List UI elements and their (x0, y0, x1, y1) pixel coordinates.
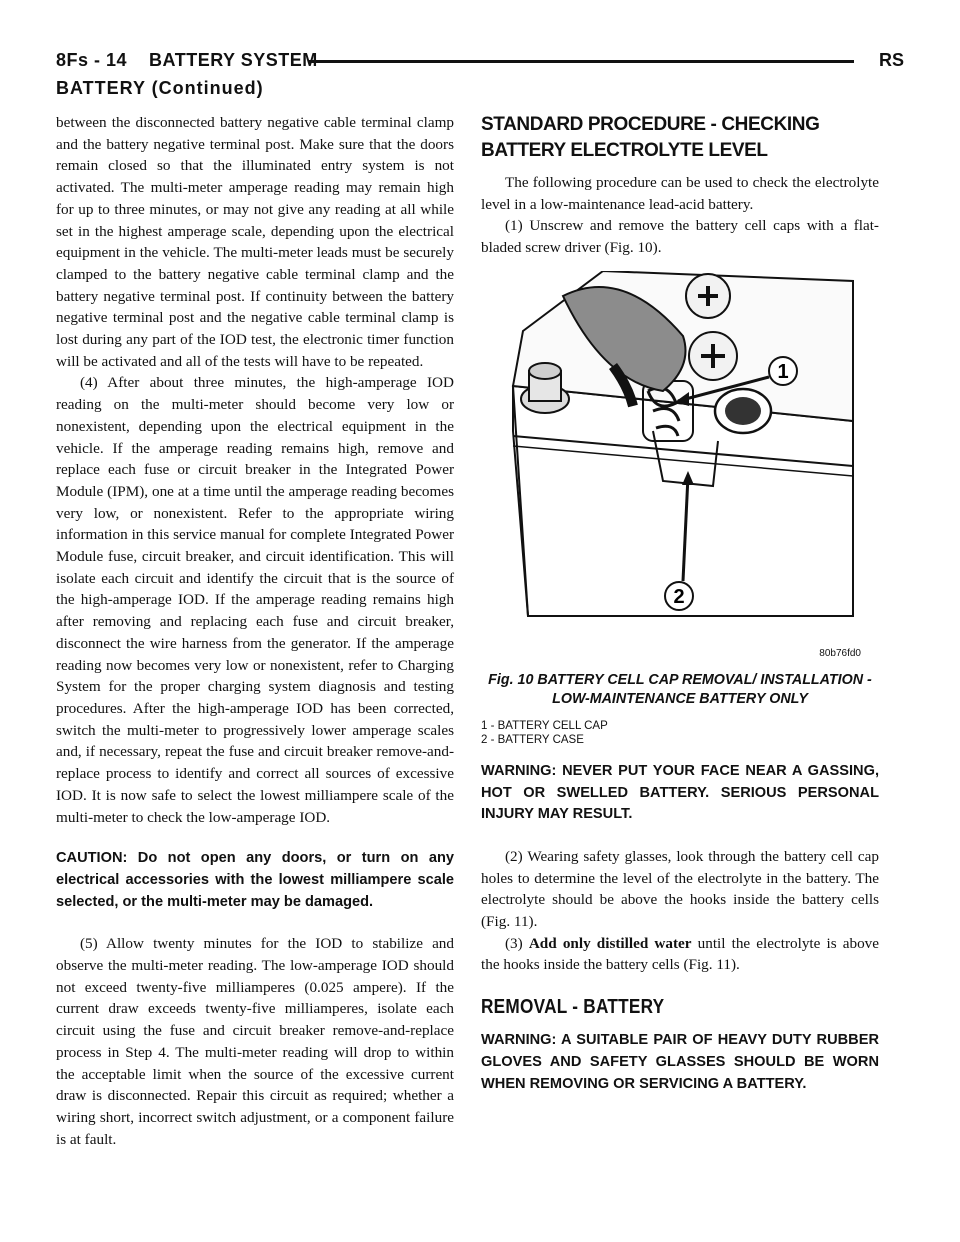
right-column (481, 112, 879, 1095)
header-model-code: RS (878, 50, 904, 70)
battery-illustration (503, 271, 863, 661)
paragraph-step-3 (481, 933, 879, 976)
figure-id: 80b76fd0 (819, 647, 861, 659)
figure-legend (481, 719, 879, 747)
paragraph-procedure-intro: The following procedure can be used to check the electrolyte level in a low-maintenance lead-acid battery. (481, 174, 879, 213)
paragraph-iod-continued: between the disconnected battery negative cable terminal clamp and the battery negative terminal post. Make sure that the doors remain closed so that the illuminated entry system is not activated. The multi-meter amperage reading may remain high for up to three minutes, or may not give any reading at all while set in the highest amperage scale, depending upon the electrical equipment in the vehicle. The multi-meter leads must be securely clamped to the battery negative cable terminal clamp and the battery negative terminal post. If continuity between the battery negative terminal post and the negative cable terminal clamp is lost during any part of the IOD test, the electronic timer function will be activated and all of the tests will have to be repeated. (56, 114, 454, 370)
step-3-number: (3) (505, 934, 523, 952)
callout-2: 2 (673, 585, 685, 608)
left-column (56, 112, 454, 1150)
figure-caption: Fig. 10 BATTERY CELL CAP REMOVAL/ INSTALLATION - LOW-MAINTENANCE BATTERY ONLY (488, 671, 872, 707)
continued-heading: BATTERY (Continued) (56, 78, 264, 98)
header-section-title: 8Fs - 14 BATTERY SYSTEM (56, 50, 318, 70)
paragraph-step-1: (1) Unscrew and remove the battery cell caps with a flat-bladed screw driver (Fig. 10). (481, 217, 879, 257)
warning-rubber-gloves: WARNING: A SUITABLE PAIR OF HEAVY DUTY RUBBER GLOVES AND SAFETY GLASSES SHOULD BE WORN WHEN REMOVING OR SERVICING A BATTERY. (481, 1032, 879, 1092)
callout-1: 1 (777, 360, 789, 383)
heading-checking-electrolyte: STANDARD PROCEDURE - CHECKING BATTERY ELECTROLYTE LEVEL (481, 114, 820, 161)
heading-removal-battery: REMOVAL - BATTERY (481, 996, 665, 1019)
warning-gassing-battery: WARNING: NEVER PUT YOUR FACE NEAR A GASSING, HOT OR SWELLED BATTERY. SERIOUS PERSONAL INJURY MAY RESULT. (481, 762, 879, 823)
legend-item-1: 1 - BATTERY CELL CAP (481, 719, 608, 732)
step-3-emphasis: Add only distilled water (528, 934, 692, 952)
page-header (56, 50, 904, 74)
paragraph-step-2: (2) Wearing safety glasses, look through the battery cell cap holes to determine the level of the electrolyte in the battery. The electrolyte should be above the hooks inside the battery cells (Fig. 11). (481, 847, 879, 931)
caution-note: CAUTION: Do not open any doors, or turn on any electrical accessories with the lowest milliampere scale selected, or the multi-meter may be damaged. (56, 850, 454, 910)
battery-cell-cap-figure (503, 271, 863, 661)
paragraph-step-5: (5) Allow twenty minutes for the IOD to stabilize and observe the multi-meter reading. The low-amperage IOD should not exceed twenty-five milliamperes (0.025 ampere). If the current draw exceeds twenty-five milliamperes, isolate each circuit using the fuse and circuit breaker remove-and-replace process in Step 4. The multi-meter reading will drop to within the acceptable limit when the source of the excessive current draw is disconnected. Repair this circuit as required; whether a wiring short, incorrect switch adjustment, or a component failure is at fault. (56, 935, 454, 1148)
header-rule (308, 60, 854, 63)
legend-item-2: 2 - BATTERY CASE (481, 733, 584, 746)
step-3-text: until the electrolyte is above the hooks inside the battery cells (Fig. 11). (481, 934, 880, 974)
paragraph-step-4: (4) After about three minutes, the high-amperage IOD reading on the multi-meter should become very low or nonexistent, depending upon the electrical equipment in the vehicle. If the amperage reading remains high, remove and replace each fuse or circuit breaker in the Integrated Power Module (IPM), one at a time until the amperage reading becomes very low, or nonexistent. Refer to the appropriate wiring information in this service manual for complete Integrated Power Module fuse, circuit breaker, and circuit identification. This will isolate each circuit and identify the circuit that is the source of the high-amperage IOD. If the amperage reading remains high after removing and replacing each fuse and circuit breaker, disconnect the wire harness from the generator. If the amperage reading now becomes very low or nonexistent, refer to Charging System for the proper charging system diagnosis and testing procedures. After the high-amperage IOD has been corrected, switch the multi-meter to progressively lower amperage scales and, if necessary, repeat the fuse and circuit breaker remove-and-replace process to identify and correct all sources of excessive IOD. It is now safe to select the lowest milliampere scale of the multi-meter to check the low-amperage IOD. (56, 374, 454, 826)
